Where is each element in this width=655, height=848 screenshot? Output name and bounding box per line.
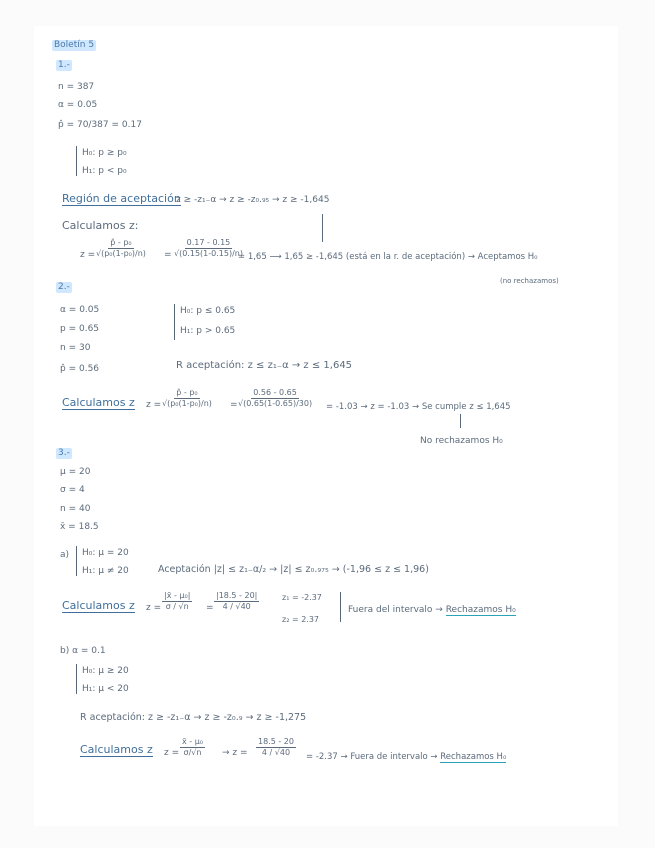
q1-region-label-text: Región de aceptación	[62, 192, 181, 205]
q3b-result-text: = -2.37 → Fuera de intervalo →	[306, 752, 441, 762]
q1-frac2-num: 0.17 - 0.15	[186, 238, 231, 247]
q2-label: 2.-	[58, 282, 70, 292]
q3b-result	[306, 752, 506, 763]
q3-mu: μ = 20	[60, 467, 91, 477]
q3a-z: z =	[146, 603, 162, 613]
q1-region-text: z ≥ -z₁₋α → z ≥ -z₀.₉₅ → z ≥ -1,645	[176, 195, 330, 205]
notebook-page	[34, 26, 618, 826]
q2-alpha: α = 0.05	[60, 305, 100, 315]
q1-h1: H₁: p < p₀	[82, 166, 127, 176]
q2-n: n = 30	[60, 343, 91, 353]
q1-h0: H₀: p ≥ p₀	[82, 148, 127, 158]
q3a-z1: z₁ = -2.37	[282, 593, 322, 602]
q3-sigma: σ = 4	[60, 485, 85, 495]
q3b-calc-label	[80, 744, 153, 755]
q3a-frac2	[214, 591, 259, 612]
q3b-reject: Rechazamos H₀	[440, 752, 507, 762]
q2-hyp-brace	[174, 304, 179, 340]
q3a-hyp-brace	[76, 546, 81, 576]
q2-frac2	[238, 388, 312, 409]
q2-frac1-den: √(p₀(1-p₀)/n)	[162, 399, 212, 408]
q1-label: 1.-	[58, 60, 70, 70]
q1-frac2	[174, 238, 243, 259]
q3-n: n = 40	[60, 504, 91, 514]
q2-h1: H₁: p > 0.65	[180, 326, 236, 336]
q2-p: p = 0.65	[60, 324, 100, 334]
q3a-z2: z₂ = 2.37	[282, 615, 320, 624]
q3b-arrow: → z =	[222, 748, 248, 758]
q2-result: = -1.03 → z = -1.03 → Se cumple z ≤ 1,645	[326, 402, 511, 412]
q1-z: z =	[80, 250, 96, 260]
q1-region-label	[62, 193, 181, 204]
q2-h0: H₀: p ≤ 0.65	[180, 306, 236, 316]
q3b-hyp-brace	[76, 664, 81, 694]
q2-region: R aceptación: z ≤ z₁₋α → z ≤ 1,645	[176, 360, 353, 371]
q3a-frac1-den: σ / √n	[165, 602, 189, 611]
q2-calc-label-text: Calculamos z	[62, 396, 135, 409]
page-title: Boletín 5	[54, 40, 95, 50]
q1-phat: p̂ = 70/387 = 0.17	[58, 120, 142, 130]
q3-xbar: x̄ = 18.5	[60, 522, 99, 532]
q3a-reject: Rechazamos H₀	[445, 605, 516, 615]
q1-note: (no rechazamos)	[500, 277, 559, 285]
q1-hyp-brace	[76, 146, 81, 176]
q3a-calc-label	[62, 600, 135, 611]
q2-frac1-num: p̂ - p₀	[176, 388, 198, 397]
q2-frac2-den: √(0.65(1-0.65)/30)	[238, 399, 313, 408]
q3b-label: b) α = 0.1	[60, 646, 106, 656]
q3b-calc-label-text: Calculamos z	[80, 743, 153, 756]
q3-label: 3.-	[58, 448, 70, 458]
q3b-frac1-num: x̄ - μ₀	[182, 737, 204, 746]
q2-calc-label	[62, 397, 135, 408]
q2-phat: p̂ = 0.56	[60, 364, 100, 374]
q2-conclusion: No rechazamos H₀	[420, 436, 503, 446]
q3a-result-brace	[340, 592, 345, 622]
q2-down-arrow	[460, 414, 461, 428]
q3a-label: a)	[60, 550, 70, 560]
q3a-result-text: Fuera del intervalo →	[348, 605, 446, 615]
q3b-frac1	[180, 737, 205, 758]
q1-result: = 1,65 ⟶ 1,65 ≥ -1,645 (está en la r. de aceptación) → Aceptamos H₀	[238, 252, 538, 262]
q3a-h0: H₀: μ = 20	[82, 548, 129, 558]
q1-alpha: α = 0.05	[58, 100, 98, 110]
q3b-h0: H₀: μ ≥ 20	[82, 666, 129, 676]
q3a-frac1-num: |x̄ - μ₀|	[164, 591, 191, 600]
q3b-frac2-den: 4 / √40	[261, 748, 291, 757]
q3a-calc-label-text: Calculamos z	[62, 599, 135, 612]
q3a-frac2-den: 4 / √40	[222, 602, 251, 611]
q1-eq: =	[164, 250, 172, 260]
q1-n: n = 387	[58, 82, 95, 92]
q3b-frac2-num: 18.5 - 20	[258, 737, 294, 746]
q3a-h1: H₁: μ ≠ 20	[82, 566, 129, 576]
q1-frac1-num: p̂ - p₀	[110, 238, 132, 247]
q2-frac1	[162, 388, 212, 409]
q3b-frac1-den: σ/√n	[183, 748, 202, 757]
q3a-result	[348, 605, 516, 616]
q3a-frac1	[162, 591, 192, 612]
q3b-frac2	[256, 737, 296, 758]
q3a-region: Aceptación |z| ≤ z₁₋α/₂ → |z| ≤ z₀.₉₇₅ → (-1,96 ≤ z ≤ 1,96)	[158, 564, 429, 575]
q1-frac1	[96, 238, 146, 259]
q2-frac2-num: 0.56 - 0.65	[253, 388, 297, 397]
q3a-eq: =	[206, 603, 214, 613]
q3b-region: R aceptación: z ≥ -z₁₋α → z ≥ -z₀.₉ → z ≥ -1,275	[80, 712, 307, 723]
q2-z: z =	[146, 400, 162, 410]
q1-frac1-den: √(p₀(1-p₀)/n)	[96, 249, 146, 258]
q1-frac2-den: √(0.15(1-0.15)/n)	[174, 249, 243, 258]
q3a-frac2-num: |18.5 - 20|	[216, 591, 258, 600]
q1-calc-label: Calculamos z:	[62, 219, 139, 232]
q2-eq: =	[230, 400, 238, 410]
q1-down-arrow	[322, 214, 323, 242]
q3b-z: z =	[164, 748, 180, 758]
q3b-h1: H₁: μ < 20	[82, 684, 129, 694]
